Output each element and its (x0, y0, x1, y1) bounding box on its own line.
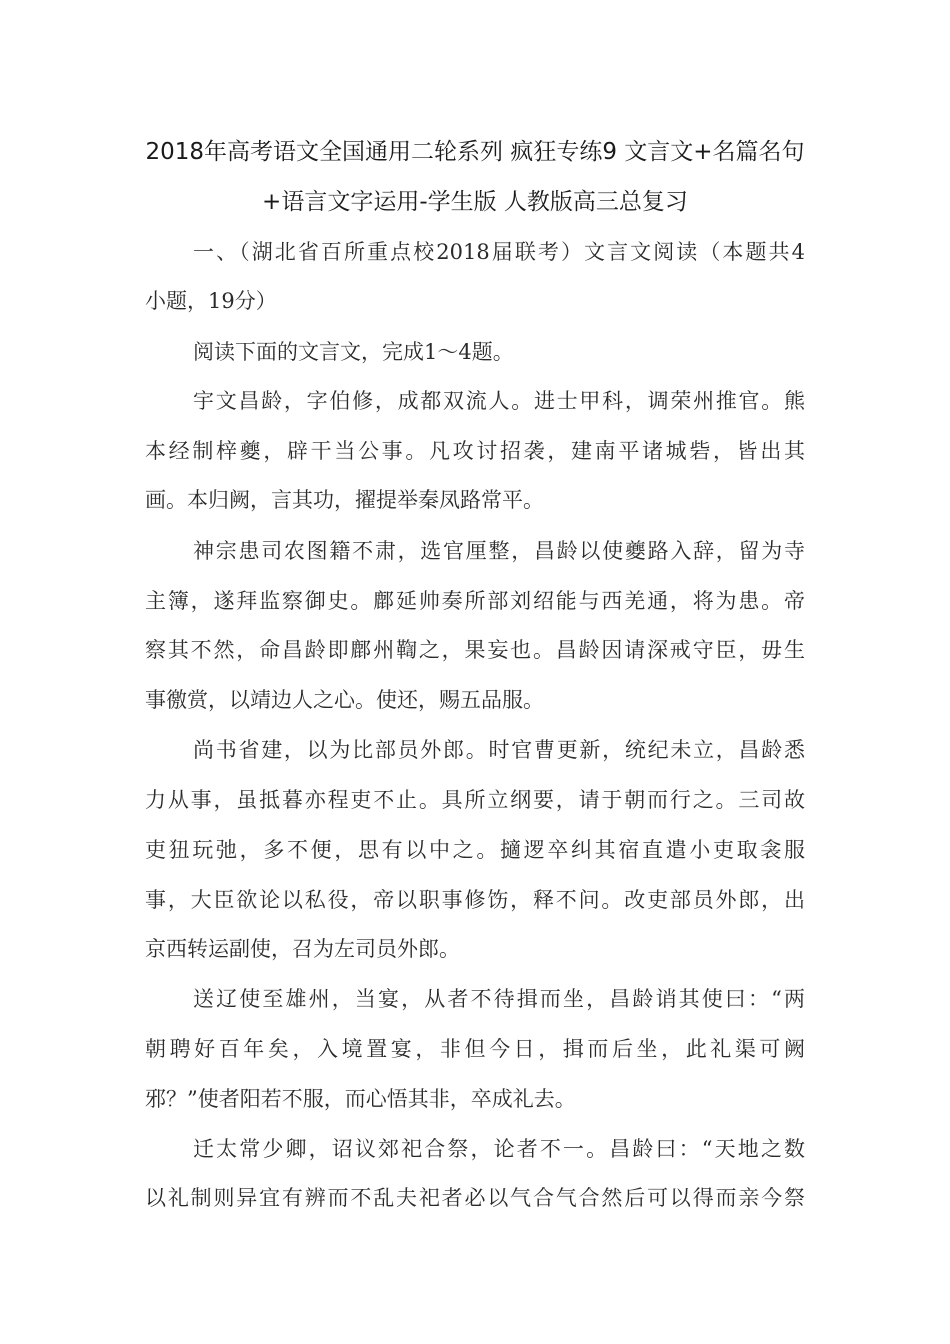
document-title-line-1: 2018年高考语文全国通用二轮系列 疯狂专练9 文言文+名篇名句 (145, 139, 805, 165)
paragraph-line: 宇文昌龄，字伯修，成都双流人。进士甲科，调荣州推官。熊 (193, 389, 805, 413)
paragraph-line: 尚书省建，以为比部员外郎。时官曹更新，统纪未立，昌龄悉 (193, 738, 805, 762)
paragraph-line: 以礼制则异宜有辨而不乱夫祀者必以气合气合然后可以得而亲今祭 (145, 1186, 805, 1210)
section-heading-line-2: 小题，19分） (145, 289, 277, 313)
document-title-line-2: +语言文字运用-学生版 人教版高三总复习 (262, 189, 688, 215)
paragraph-line: 察其不然，命昌龄即鄜州鞫之，果妄也。昌龄因请深戒守臣，毋生 (145, 638, 805, 662)
paragraph-line: 事徼赏，以靖边人之心。使还，赐五品服。 (145, 688, 544, 712)
paragraph-line: 神宗患司农图籍不肃，选官厘整，昌龄以使夔路入辞，留为寺 (193, 539, 805, 563)
paragraph-line: 力从事，虽抵暮亦程吏不止。具所立纲要，请于朝而行之。三司故 (145, 788, 805, 812)
paragraph-line: 吏狃玩弛，多不便，思有以中之。擿逻卒纠其宿直遣小吏取衾服 (145, 838, 805, 862)
paragraph-line: 朝聘好百年矣，入境置宴，非但今日，揖而后坐，此礼渠可阙 (145, 1037, 805, 1061)
paragraph-line: 事，大臣欲论以私役，帝以职事修饬，释不问。改吏部员外郎，出 (145, 888, 805, 912)
paragraph-line: 送辽使至雄州，当宴，从者不待揖而坐，昌龄诮其使曰：“两 (193, 987, 805, 1011)
paragraph-line: 邪？”使者阳若不服，而心悟其非，卒成礼去。 (145, 1087, 576, 1111)
reading-instruction: 阅读下面的文言文，完成1～4题。 (193, 340, 514, 364)
paragraph-line: 迁太常少卿，诏议郊祀合祭，论者不一。昌龄曰：“天地之数 (193, 1137, 805, 1161)
section-heading-line-1: 一、（湖北省百所重点校2018届联考）文言文阅读（本题共4 (193, 240, 805, 264)
paragraph-line: 京西转运副使，召为左司员外郎。 (145, 937, 460, 961)
paragraph-line: 画。本归阙，言其功，擢提举秦凤路常平。 (145, 488, 544, 512)
paragraph-line: 主簿，遂拜监察御史。鄜延帅奏所部刘绍能与西羌通，将为患。帝 (145, 589, 805, 613)
paragraph-line: 本经制梓夔，辟干当公事。凡攻讨招袭，建南平诸城砦，皆出其 (145, 439, 805, 463)
